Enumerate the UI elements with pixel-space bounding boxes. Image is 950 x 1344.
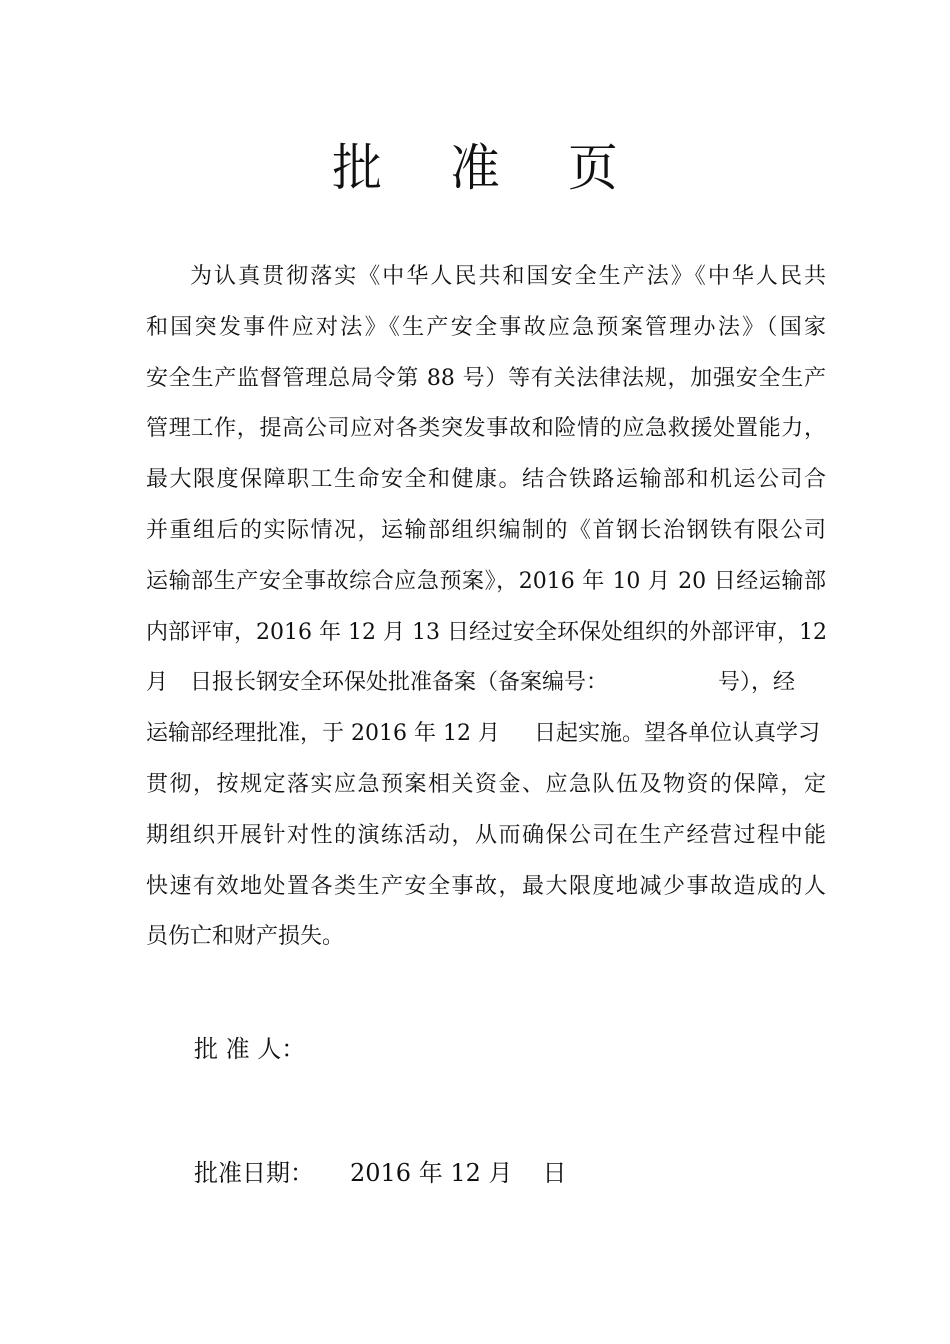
effective-date-text: 运输部经理批准，于 2016 年 12 月 xyxy=(146,721,500,747)
body-paragraph xyxy=(146,252,826,963)
approval-date-day: 日 xyxy=(542,1159,567,1187)
body-line: 和国突发事件应对法》《生产安全事故应急预案管理办法》（国家 xyxy=(146,314,826,340)
body-line: 最大限度保障职工生命安全和健康。结合铁路运输部和机运公司合 xyxy=(146,467,826,493)
body-line: 内部评审，2016 年 12 月 13 日经过安全环保处组织的外部评审，12 xyxy=(146,619,827,645)
body-line: 快速有效地处置各类生产安全事故，最大限度地减少事故造成的人 xyxy=(146,873,826,899)
approval-date-value: 2016 年 12 月 xyxy=(350,1159,513,1187)
body-line: 并重组后的实际情况，运输部组织编制的《首钢长治钢铁有限公司 xyxy=(146,517,826,543)
approver-field xyxy=(194,1032,305,1066)
body-line: 安全生产监督管理总局令第 88 号）等有关法律法规，加强安全生产 xyxy=(146,365,826,391)
body-line: 贯彻，按规定落实应急预案相关资金、应急队伍及物资的保障，定 xyxy=(146,771,826,797)
body-line: 为认真贯彻落实《中华人民共和国安全生产法》《中华人民共 xyxy=(190,264,826,289)
body-line: 运输部生产安全事故综合应急预案》，2016 年 10 月 20 日经运输部 xyxy=(146,568,826,594)
month-blank-text: 月 xyxy=(146,670,169,696)
body-line: 管理工作，提高公司应对各类突发事故和险情的应急救援处置能力， xyxy=(146,416,826,442)
page-title: 批 准 页 xyxy=(332,139,644,197)
filing-number-suffix: 号），经 xyxy=(718,670,796,696)
approver-label: 批 准 人： xyxy=(194,1035,306,1063)
approval-date-field xyxy=(194,1156,567,1190)
body-line xyxy=(146,709,826,760)
approval-date-label: 批准日期： xyxy=(194,1159,314,1187)
body-line xyxy=(146,658,826,709)
filing-text: 日报长钢安全环保处批准备案（备案编号： xyxy=(190,670,609,696)
effective-date-suffix: 日起实施。望各单位认真学习 xyxy=(533,721,820,747)
body-line: 员伤亡和财产损失。 xyxy=(146,924,345,950)
body-line: 期组织开展针对性的演练活动，从而确保公司在生产经营过程中能 xyxy=(146,822,826,848)
